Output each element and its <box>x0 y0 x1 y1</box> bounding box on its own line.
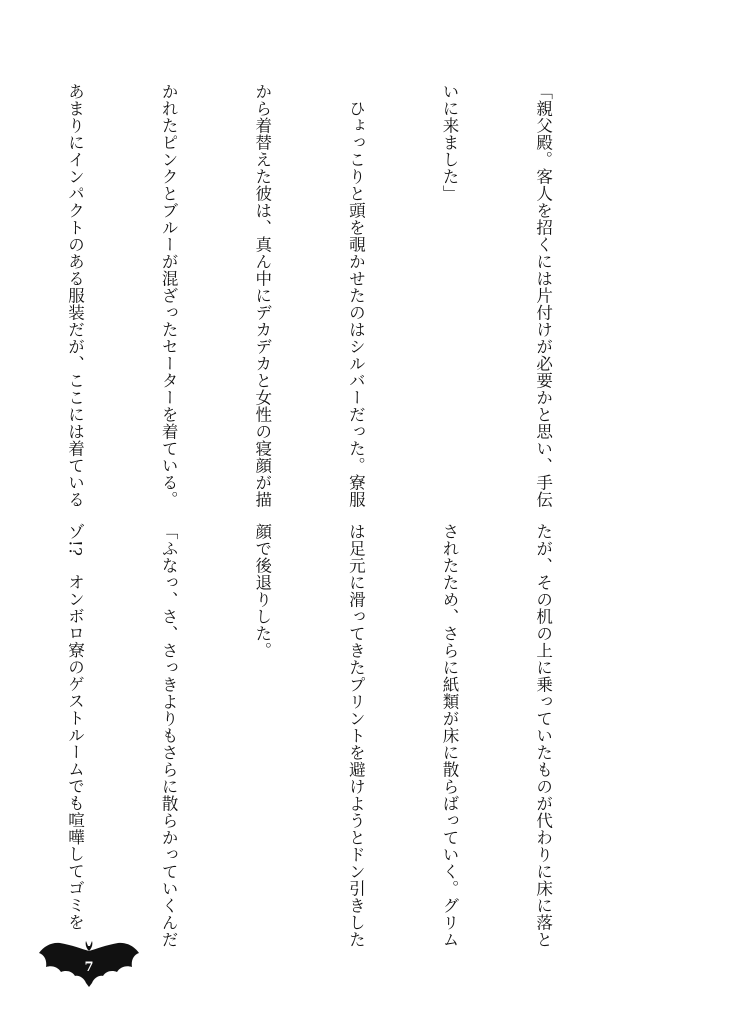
text-line: 「親父殿。客人を招くには片付けが必要かと思い、手伝 <box>533 83 553 508</box>
text-line: されたため、さらに紙類が床に散らばっていく。グリム <box>439 523 459 948</box>
text-block-top <box>0 83 621 508</box>
text-line: あまりにインパクトのある服装だが、ここには着ている <box>65 83 85 508</box>
text-line: から着替えた彼は、真ん中にデカデカと女性の寝顔が描 <box>252 83 272 508</box>
text-line: ゾ!? オンボロ寮のゲストルームでも喧嘩してゴミを <box>65 523 85 931</box>
page-number-badge <box>38 937 140 989</box>
page-number: 7 <box>84 960 94 975</box>
text-line: かれたピンクとブルーが混ざったセーターを着ている。 <box>159 83 179 508</box>
text-line: 「ふなっ、さ、さっきよりもさらに散らかっていくんだ <box>159 523 179 948</box>
text-block-bottom <box>0 523 621 948</box>
text-line: いに来ました」 <box>439 83 459 202</box>
text-line: たが、その机の上に乗っていたものが代わりに床に落と <box>533 523 553 948</box>
text-line: 顔で後退りした。 <box>252 523 272 659</box>
text-line: ひょっこりと頭を覗かせたのはシルバーだった。寮服 <box>346 83 366 508</box>
text-line: は足元に滑ってきたプリントを避けようとドン引きした <box>346 523 366 948</box>
